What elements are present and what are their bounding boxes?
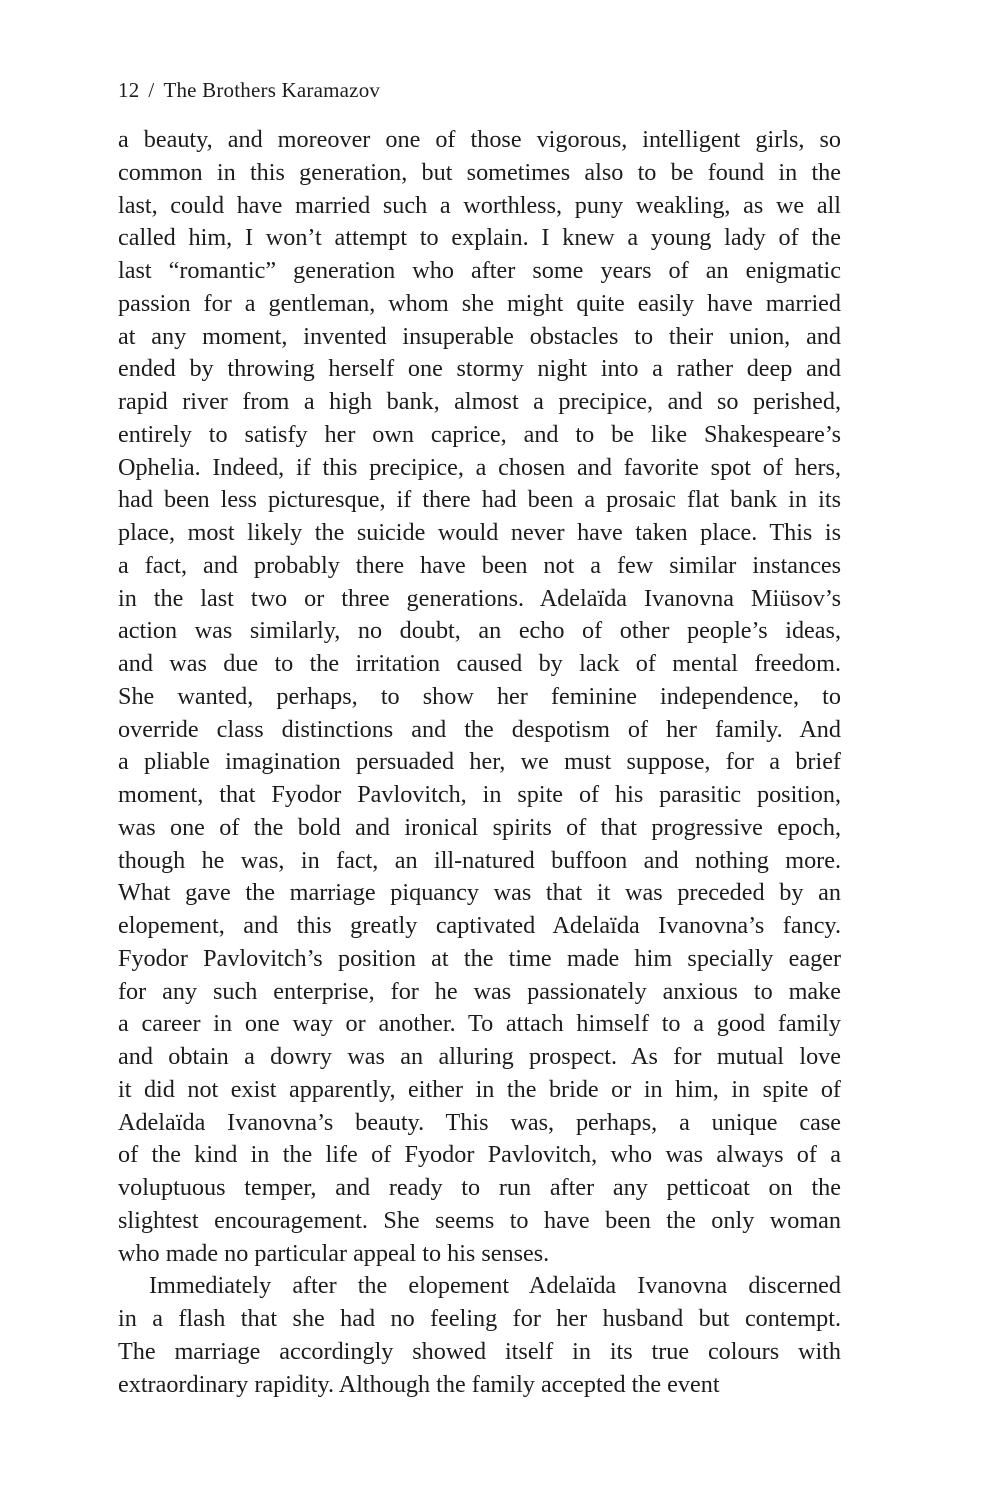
- text-line: who made no particular appeal to his senses.: [118, 1239, 550, 1267]
- text-line: ended by throwing herself one stormy night into a rather deep and: [118, 355, 841, 383]
- text-line: Ophelia. Indeed, if this precipice, a chosen and favorite spot of hers,: [118, 453, 841, 481]
- body-text: [118, 124, 841, 1401]
- text-line: Fyodor Pavlovitch’s position at the time made him specially eager: [118, 944, 841, 972]
- text-line: a pliable imagination persuaded her, we must suppose, for a brief: [118, 748, 841, 776]
- text-line: was one of the bold and ironical spirits of that progressive epoch,: [118, 813, 841, 841]
- text-line: in the last two or three generations. Adelaïda Ivanovna Miüsov’s: [118, 584, 841, 612]
- text-line: a beauty, and moreover one of those vigorous, intelligent girls, so: [118, 126, 841, 153]
- text-line: it did not exist apparently, either in the bride or in him, in spite of: [118, 1075, 841, 1103]
- text-line: last, could have married such a worthless, puny weakling, as we all: [118, 191, 841, 219]
- text-line: voluptuous temper, and ready to run after any petticoat on the: [118, 1174, 841, 1201]
- text-line: and was due to the irritation caused by lack of mental freedom.: [118, 650, 841, 677]
- text-line: had been less picturesque, if there had been a prosaic flat bank in its: [118, 486, 841, 514]
- text-line: a career in one way or another. To attach himself to a good family: [118, 1010, 841, 1038]
- text-line: elopement, and this greatly captivated Adelaïda Ivanovna’s fancy.: [118, 912, 841, 939]
- text-line: What gave the marriage piquancy was that it was preceded by an: [118, 879, 841, 907]
- text-line: a fact, and probably there have been not a few similar instances: [118, 551, 841, 579]
- text-line: She wanted, perhaps, to show her feminine independence, to: [118, 682, 841, 710]
- text-line: rapid river from a high bank, almost a precipice, and so perished,: [118, 388, 841, 415]
- text-line: called him, I won’t attempt to explain. I knew a young lady of the: [118, 224, 841, 252]
- text-line: The marriage accordingly showed itself in its true colours with: [118, 1337, 841, 1365]
- text-line: at any moment, invented insuperable obstacles to their union, and: [118, 322, 841, 350]
- running-head: [118, 76, 380, 104]
- text-line: extraordinary rapidity. Although the family accepted the event: [118, 1370, 720, 1398]
- text-line: slightest encouragement. She seems to have been the only woman: [118, 1206, 841, 1234]
- text-line: of the kind in the life of Fyodor Pavlovitch, who was always of a: [118, 1141, 841, 1169]
- text-line: and obtain a dowry was an alluring prospect. As for mutual love: [118, 1043, 841, 1070]
- paragraph: [118, 124, 841, 1270]
- text-line: last “romantic” generation who after some years of an enigmatic: [118, 257, 841, 284]
- text-line: entirely to satisfy her own caprice, and to be like Shakespeare’s: [118, 420, 841, 448]
- text-line: in a flash that she had no feeling for her husband but contempt.: [118, 1305, 841, 1332]
- page-number: 12: [118, 78, 140, 102]
- running-head-separator: /: [148, 78, 155, 102]
- book-title: The Brothers Karamazov: [163, 78, 381, 102]
- text-line: action was similarly, no doubt, an echo of other people’s ideas,: [118, 617, 841, 645]
- text-line: override class distinctions and the despotism of her family. And: [118, 715, 841, 743]
- text-line: place, most likely the suicide would never have taken place. This is: [118, 519, 841, 546]
- text-line: for any such enterprise, for he was passionately anxious to make: [118, 977, 841, 1005]
- text-line: passion for a gentleman, whom she might quite easily have married: [118, 289, 841, 317]
- text-line: Immediately after the elopement Adelaïda Ivanovna discerned: [149, 1272, 841, 1300]
- text-line: common in this generation, but sometimes also to be found in the: [118, 158, 841, 186]
- text-line: moment, that Fyodor Pavlovitch, in spite of his parasitic position,: [118, 781, 841, 808]
- text-line: Adelaïda Ivanovna’s beauty. This was, perhaps, a unique case: [118, 1108, 841, 1136]
- text-line: though he was, in fact, an ill-natured buffoon and nothing more.: [118, 846, 841, 874]
- paragraph: [118, 1270, 841, 1401]
